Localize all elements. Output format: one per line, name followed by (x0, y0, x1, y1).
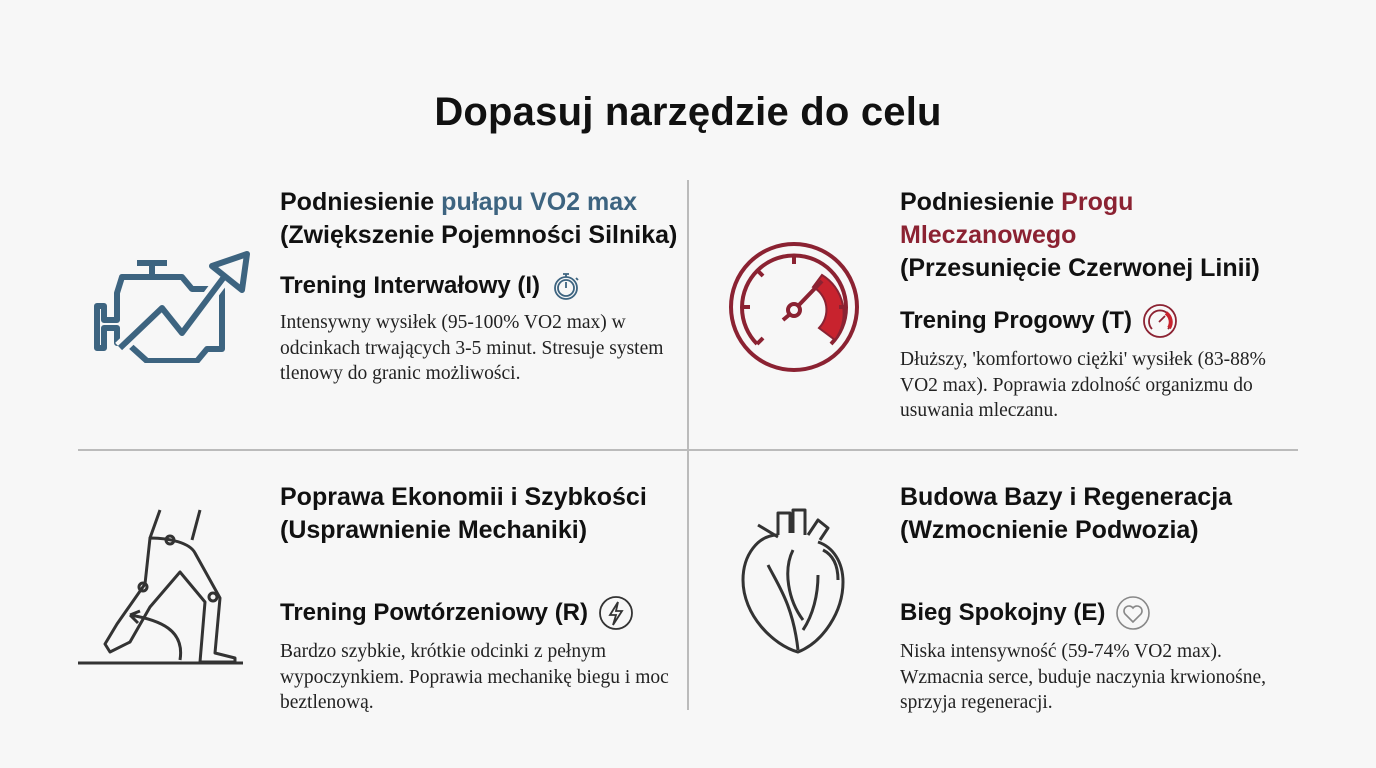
horizontal-divider (78, 449, 1298, 451)
training-label: Trening Interwałowy (I) (280, 272, 541, 299)
engine-arrow-icon (92, 248, 252, 363)
training-type (280, 270, 680, 302)
training-type (900, 595, 1300, 631)
heart-icon (1115, 595, 1151, 631)
quadrant-base (900, 481, 1300, 716)
training-label: Bieg Spokojny (E) (900, 599, 1106, 626)
heading-accent: pułapu VO2 max (441, 188, 638, 216)
quadrant-vo2max (280, 186, 680, 387)
description: Bardzo szybkie, krótkie odcinki z pełnym wypoczynkiem. Poprawia mechanikę biegu i moc beztlenową. (280, 641, 669, 713)
quadrant-economy (280, 481, 680, 716)
training-type (900, 303, 1300, 339)
quadrant-heading (900, 186, 1300, 285)
quadrant-threshold (900, 186, 1300, 424)
heading-text: Budowa Bazy i Regeneracja (900, 483, 1233, 511)
vertical-divider (687, 180, 689, 710)
heading-subtitle: (Wzmocnienie Podwozia) (900, 516, 1199, 544)
page-title: Dopasuj narzędzie do celu (434, 90, 942, 134)
heading-accent: Progu Mleczanowego (900, 188, 1134, 249)
description: Dłuższy, 'komfortowo ciężki' wysiłek (83-88% VO2 max). Poprawia zdolność organizmu do usuwania mleczanu. (900, 349, 1266, 421)
training-type (280, 595, 680, 631)
anatomical-heart-icon (738, 505, 848, 655)
speedometer-icon (1142, 303, 1178, 339)
heading-text: Podniesienie (280, 188, 442, 216)
heading-subtitle: (Zwiększenie Pojemności Silnika) (280, 221, 678, 249)
description: Niska intensywność (59-74% VO2 max). Wzmacnia serce, buduje naczynia krwionośne, sprzyja regeneracji. (900, 641, 1267, 713)
heading-text: Podniesienie (900, 188, 1062, 216)
heading-subtitle: (Przesunięcie Czerwonej Linii) (900, 254, 1260, 282)
quadrant-heading (280, 481, 680, 547)
gauge-icon (727, 240, 861, 374)
stopwatch-icon (550, 270, 582, 302)
lightning-icon (598, 595, 634, 631)
training-label: Trening Progowy (T) (900, 307, 1132, 334)
quadrant-heading (280, 186, 680, 252)
heading-subtitle: (Usprawnienie Mechaniki) (280, 516, 588, 544)
training-label: Trening Powtórzeniowy (R) (280, 599, 589, 626)
description: Intensywny wysiłek (95-100% VO2 max) w odcinkach trwających 3-5 minut. Stresuje system tlenowy do granic możliwości. (280, 312, 664, 384)
running-leg-icon (75, 505, 245, 665)
heading-text: Poprawa Ekonomii i Szybkości (280, 483, 647, 511)
quadrant-heading (900, 481, 1300, 547)
